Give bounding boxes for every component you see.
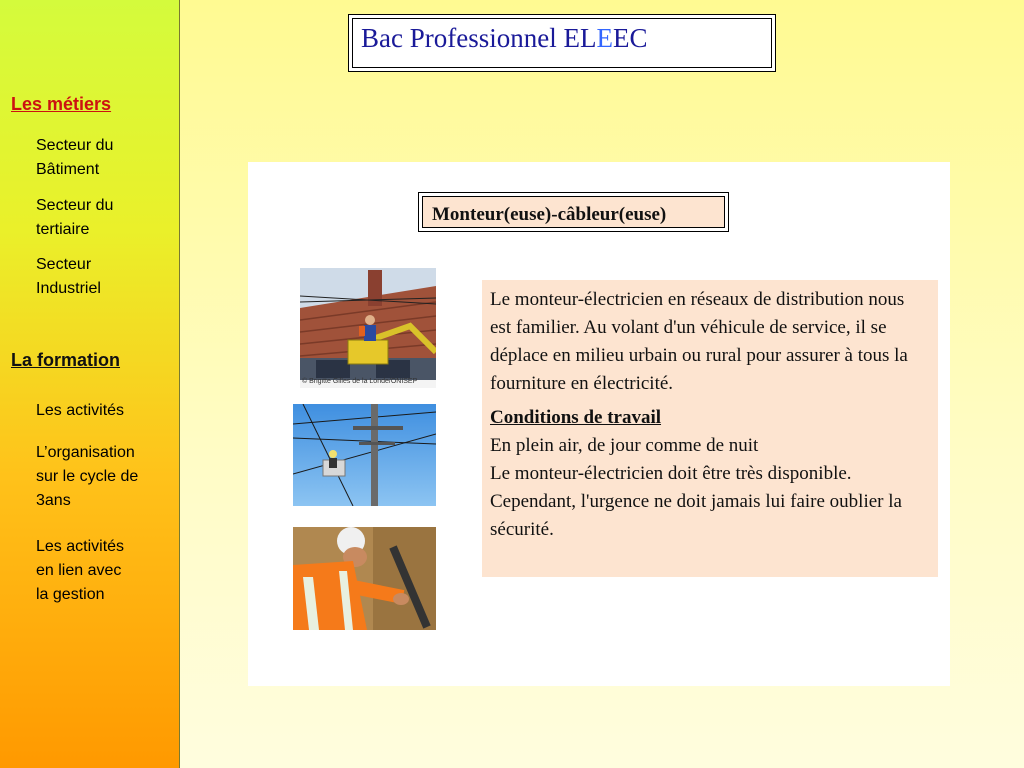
sidebar-item-label: Secteur	[36, 256, 92, 273]
heading-la-formation[interactable]: La formation	[11, 350, 121, 370]
sidebar-item-batiment[interactable]	[36, 134, 176, 182]
conditions-title: Conditions de travail	[490, 407, 662, 428]
photo-orange-vest-worker-image	[293, 527, 436, 630]
job-title-box	[418, 192, 729, 232]
sidebar-item-label: la gestion	[36, 586, 105, 603]
job-title: Monteur(euse)-câbleur(euse)	[432, 204, 667, 225]
sidebar-item-tertiaire[interactable]	[36, 194, 176, 242]
sidebar-item-label: en lien avec	[36, 562, 122, 579]
photo-credit: © Brigitte Gilles de la Londe/ONISEP	[302, 378, 418, 385]
page-title	[361, 23, 647, 54]
photo-lineman-bucket-image	[300, 268, 436, 388]
sidebar-item-label: 3ans	[36, 492, 71, 509]
title-part: EC	[612, 23, 648, 53]
photo-pole-worker-image	[293, 404, 436, 506]
sidebar-item-label: Secteur du	[36, 197, 114, 214]
description-text: Le monteur-électricien en réseaux de distribution nous est familier. Au volant d'un véhicule de service, il se déplace en milieu urbain ou rural pour assurer à tous la fourniture en électricité.	[490, 289, 908, 394]
sidebar-item-gestion[interactable]	[36, 535, 176, 607]
conditions-line: Le monteur-électricien doit être très disponible. Cependant, l'urgence ne doit jamais lui faire oublier la sécurité.	[490, 463, 902, 540]
title-part-accent: E	[596, 23, 613, 53]
sidebar-item-label: Bâtiment	[36, 161, 100, 178]
conditions-line: En plein air, de jour comme de nuit	[490, 435, 759, 456]
sidebar-item-activites[interactable]	[36, 399, 176, 423]
sidebar-item-label: tertiaire	[36, 221, 90, 238]
sidebar-item-label: Les activités	[36, 538, 125, 555]
sidebar-item-label: Les activités	[36, 402, 125, 419]
sidebar-item-label: Industriel	[36, 280, 101, 297]
job-title-inner	[422, 196, 725, 228]
photo-pole-worker	[293, 404, 436, 506]
sidebar-item-label: L’organisation	[36, 444, 135, 461]
description-box	[482, 280, 938, 577]
sidebar-item-industriel[interactable]	[36, 253, 176, 301]
photo-lineman-bucket	[300, 268, 436, 388]
sidebar	[0, 0, 180, 768]
photo-orange-vest-worker	[293, 527, 436, 630]
sidebar-item-label: sur le cycle de	[36, 468, 139, 485]
sidebar-item-label: Secteur du	[36, 137, 114, 154]
title-part: Bac Professionnel EL	[361, 23, 597, 53]
heading-les-metiers[interactable]: Les métiers	[11, 94, 112, 114]
sidebar-item-organisation[interactable]	[36, 441, 176, 513]
page-title-box	[348, 14, 776, 72]
